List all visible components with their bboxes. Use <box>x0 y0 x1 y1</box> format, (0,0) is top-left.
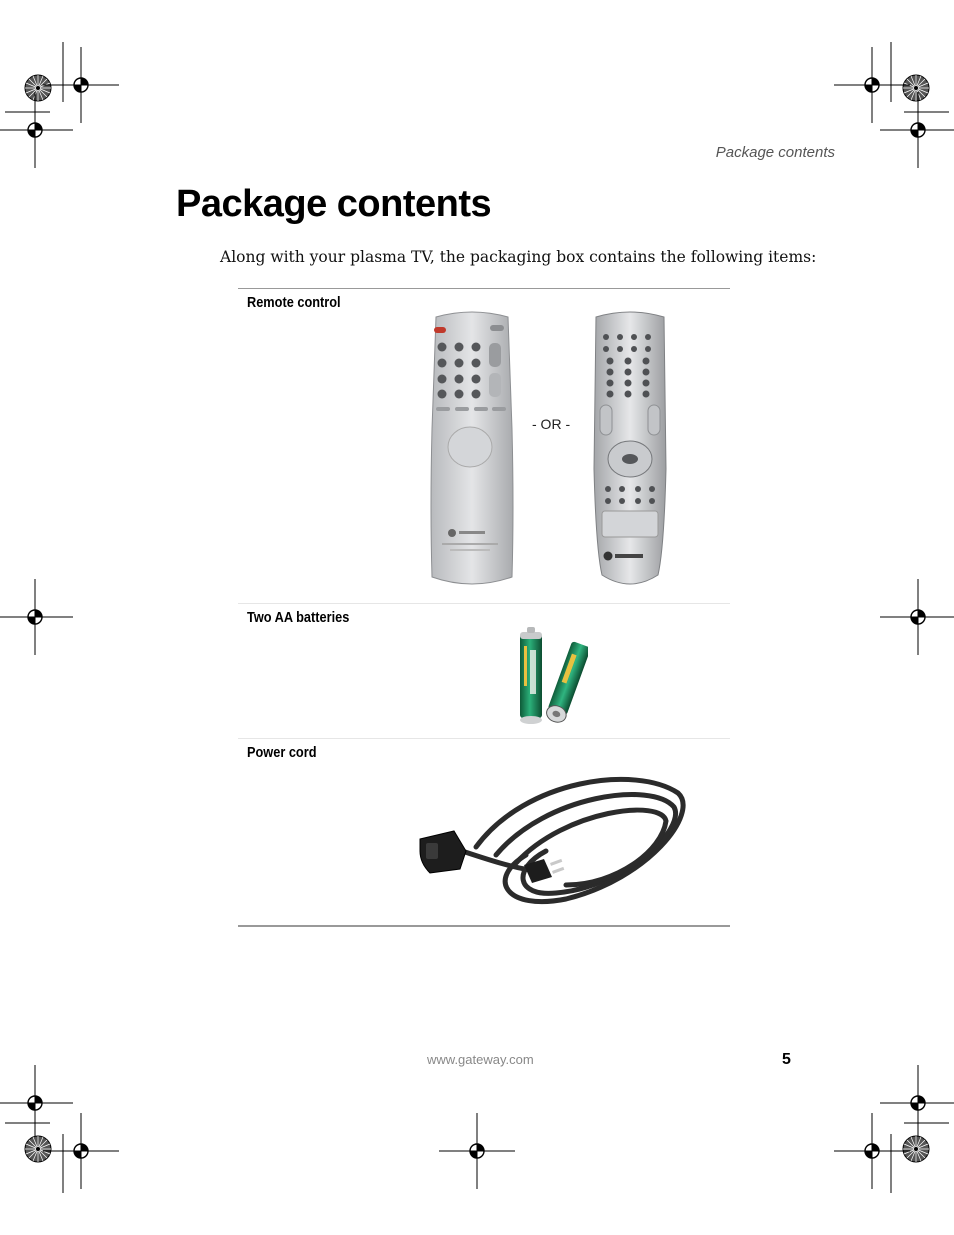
footer-url: www.gateway.com <box>427 1052 534 1067</box>
or-separator: - OR - <box>532 416 571 432</box>
remote-control-image-1 <box>428 309 516 589</box>
item-row-power-cord <box>238 739 730 927</box>
page-title: Package contents <box>176 183 492 225</box>
remote-control-image-2 <box>592 309 668 589</box>
contents-table <box>238 288 730 927</box>
item-row-remote <box>238 289 730 604</box>
running-header: Package contents <box>715 144 835 161</box>
power-cord-image <box>416 759 690 921</box>
page-number: 5 <box>782 1051 791 1068</box>
aa-batteries-image <box>516 624 588 732</box>
item-label-batteries: Two AA batteries <box>247 610 350 626</box>
item-label-remote: Remote control <box>247 295 341 311</box>
item-label-power-cord: Power cord <box>247 745 317 761</box>
intro-paragraph: Along with your plasma TV, the packaging box contains the following items: <box>220 248 817 266</box>
item-row-batteries <box>238 604 730 739</box>
